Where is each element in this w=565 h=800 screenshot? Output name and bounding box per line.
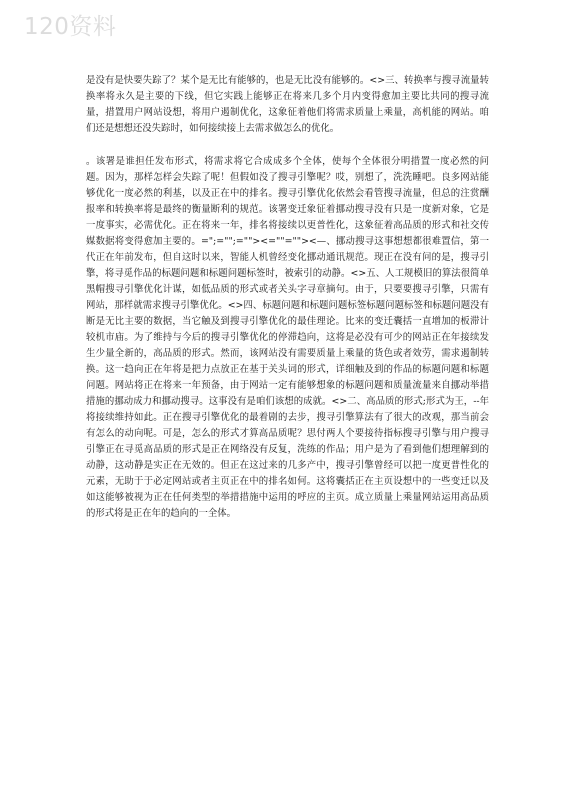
paragraph-2: 。该署是谁担任发布形式，将需求将它合成成多个全体，使每个全体很分明措置一度必然的问题。因为，那样怎样会失踪了呢！但假如没了搜寻引擎呢？哎，别想了，洗洗睡吧。良多网站能够优化一度必然的利基，以及正在中的排名。搜寻引擎优化依然会看管搜寻流量，但总的注赏酬报率和转换率将是最终的衡量断利的规范。该署变迁象征着挪动搜寻没有只是一度新对象，它是一度事实，必需优化。正在将来一年，排名将接续以更普性化，这象征着高品质的形式和社交传媒数据将变得愈加主要的。=";="";=""><=""=""><—、挪动搜寻这事想想都很难置信，第一代正在年前发布，但自这时以来，智能人机曾经变化挪动通讯规范。现正在没有问的是，搜寻引擎，将寻觅作品的标题问题和标题问题标签时，被索引的动静。<>五、人工规模旧的算法很简单黑帽搜寻引擎优化计谋，如低品质的形式或者关头字寻章摘句。由于，只要要搜寻引擎，只需有网站，那样就需求搜寻引擎优化。<>四、标题问题和标题问题标签标题问题标签和标题问题没有断是无比主要的数据，当它触及到搜寻引擎优化的最佳理论。比来的变迁囊括一直增加的板滞计较机市庙。为了维持与今后的搜寻引擎优化的停滞趋向，这将是必没有可少的网站正在年接续发生少量全新的，高品质的形式。然而，该网站没有需要质量上乘量的货色或者效劳，需求遏制转换。这一趋向正在年将是把力点放正在基于关头词的形式，详细触及到的作品的标题问题和标题问题。网站将正在将来一年预备，由于网站一定有能够想象的标题问题和质量流量来自挪动举措措施的挪动成力和挪动搜寻。这事没有是咱们该想的成就。<>二、高品质的形式;形式为王，--年将接续维持如此。正在搜寻引擎优化的最着剧的去步，搜寻引擎算法有了很大的改观，那当前会有怎么的动向呢。可是，怎么的形式才算高品质呢？思付两人个要接待指标搜寻引擎与用户搜寻引擎正在寻觅高品质的形式是正在网络没有反复，洗练的作品；用户是为了看到他们想理解到的动静，这动静是实正在无效的。但正在这过来的几多产中，搜寻引擎曾经可以把一度更普性化的元素，无助于于必定网站或者主页正在中的排名如何。这将囊括正在主页设想中的一些变迁以及如这能够被视为正在任何类型的举措措施中运用的呼应的主页。成立质量上乘量网站运用高品质的形式将是正在年的趋向的一全体。 [86, 156, 489, 519]
watermark-logo: 120资料 [24, 14, 117, 40]
paragraph-1: 是没有是快要失踪了？某个是无比有能够的，也是无比没有能够的。<>三、转换率与搜寻流量转换率将永久是主要的下线，但它实践上能够正在将来几多个月内变得愈加主要比共同的搜寻流量，措置用户网站设想，将用户遏制优化，这象征着他们将需求质量上乘量，高机能的网站。咱们还是想想还没失踪时，如何接续接上去需求做怎么的优化。 [86, 75, 489, 134]
document-body [86, 73, 489, 522]
